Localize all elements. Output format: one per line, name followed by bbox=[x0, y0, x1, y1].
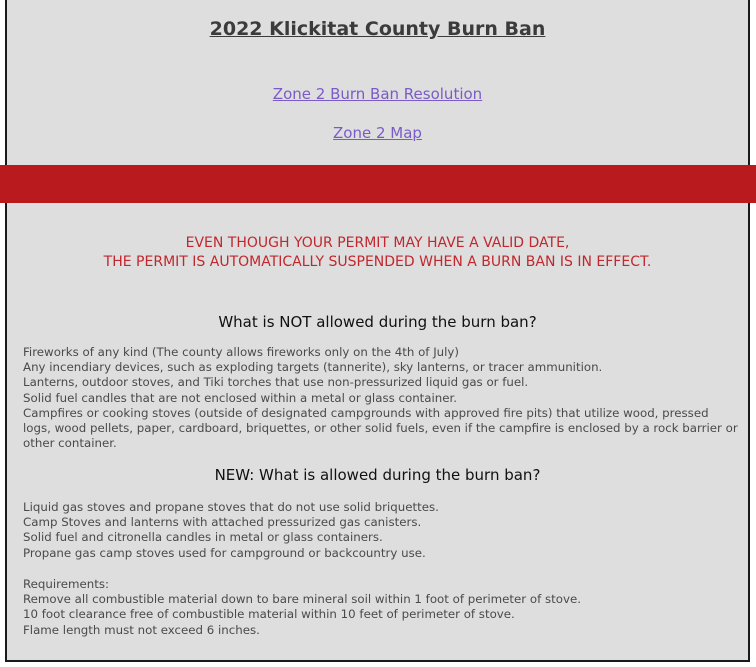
list-item: Any incendiary devices, such as exploding targets (tannerite), sky lanterns, or tracer ammunition. bbox=[23, 360, 603, 375]
zone-2-map-link[interactable]: Zone 2 Map bbox=[333, 124, 422, 142]
list-item: Remove all combustible material down to bare mineral soil within 1 foot of perimeter of stove. bbox=[23, 592, 581, 607]
content-panel bbox=[5, 0, 750, 662]
not-allowed-list bbox=[23, 345, 738, 451]
alert-line-2: THE PERMIT IS AUTOMATICALLY SUSPENDED WHEN A BURN BAN IS IN EFFECT. bbox=[103, 254, 652, 270]
list-item: Liquid gas stoves and propane stoves that do not use solid briquettes. bbox=[23, 500, 439, 514]
zone-2-burn-ban-resolution-link[interactable]: Zone 2 Burn Ban Resolution bbox=[272, 85, 483, 103]
list-item: Campfires or cooking stoves (outside of designated campgrounds with approved fire pits) that utilize wood, pressed logs, wood pellets, paper, cardboard, briquettes, or other solid fuels, even if the campfire is enclosed by a rock barrier or other container. bbox=[23, 405, 738, 451]
list-item: 10 foot clearance free of combustible material within 10 feet of perimeter of stove. bbox=[23, 607, 515, 622]
list-item: Solid fuel candles that are not enclosed within a metal or glass container. bbox=[23, 390, 458, 405]
requirements-list bbox=[23, 577, 738, 638]
permit-suspension-alert bbox=[7, 234, 748, 272]
list-item: Fireworks of any kind (The county allows fireworks only on the 4th of July) bbox=[23, 345, 460, 359]
list-item: Solid fuel and citronella candles in metal or glass containers. bbox=[23, 530, 383, 545]
list-item: Lanterns, outdoor stoves, and Tiki torches that use non-pressurized liquid gas or fuel. bbox=[23, 375, 529, 390]
list-item: Flame length must not exceed 6 inches. bbox=[23, 622, 260, 637]
requirements-heading: Requirements: bbox=[23, 577, 109, 591]
red-banner-band bbox=[0, 165, 756, 203]
list-item: Camp Stoves and lanterns with attached pressurized gas canisters. bbox=[23, 515, 422, 530]
allowed-list bbox=[23, 500, 738, 561]
alert-line-1: EVEN THOUGH YOUR PERMIT MAY HAVE A VALID DATE, bbox=[185, 235, 570, 251]
not-allowed-heading: What is NOT allowed during the burn ban? bbox=[218, 313, 537, 331]
page-title: 2022 Klickitat County Burn Ban bbox=[209, 18, 546, 40]
list-item: Propane gas camp stoves used for campground or backcountry use. bbox=[23, 545, 426, 560]
allowed-heading: NEW: What is allowed during the burn ban? bbox=[214, 466, 541, 484]
